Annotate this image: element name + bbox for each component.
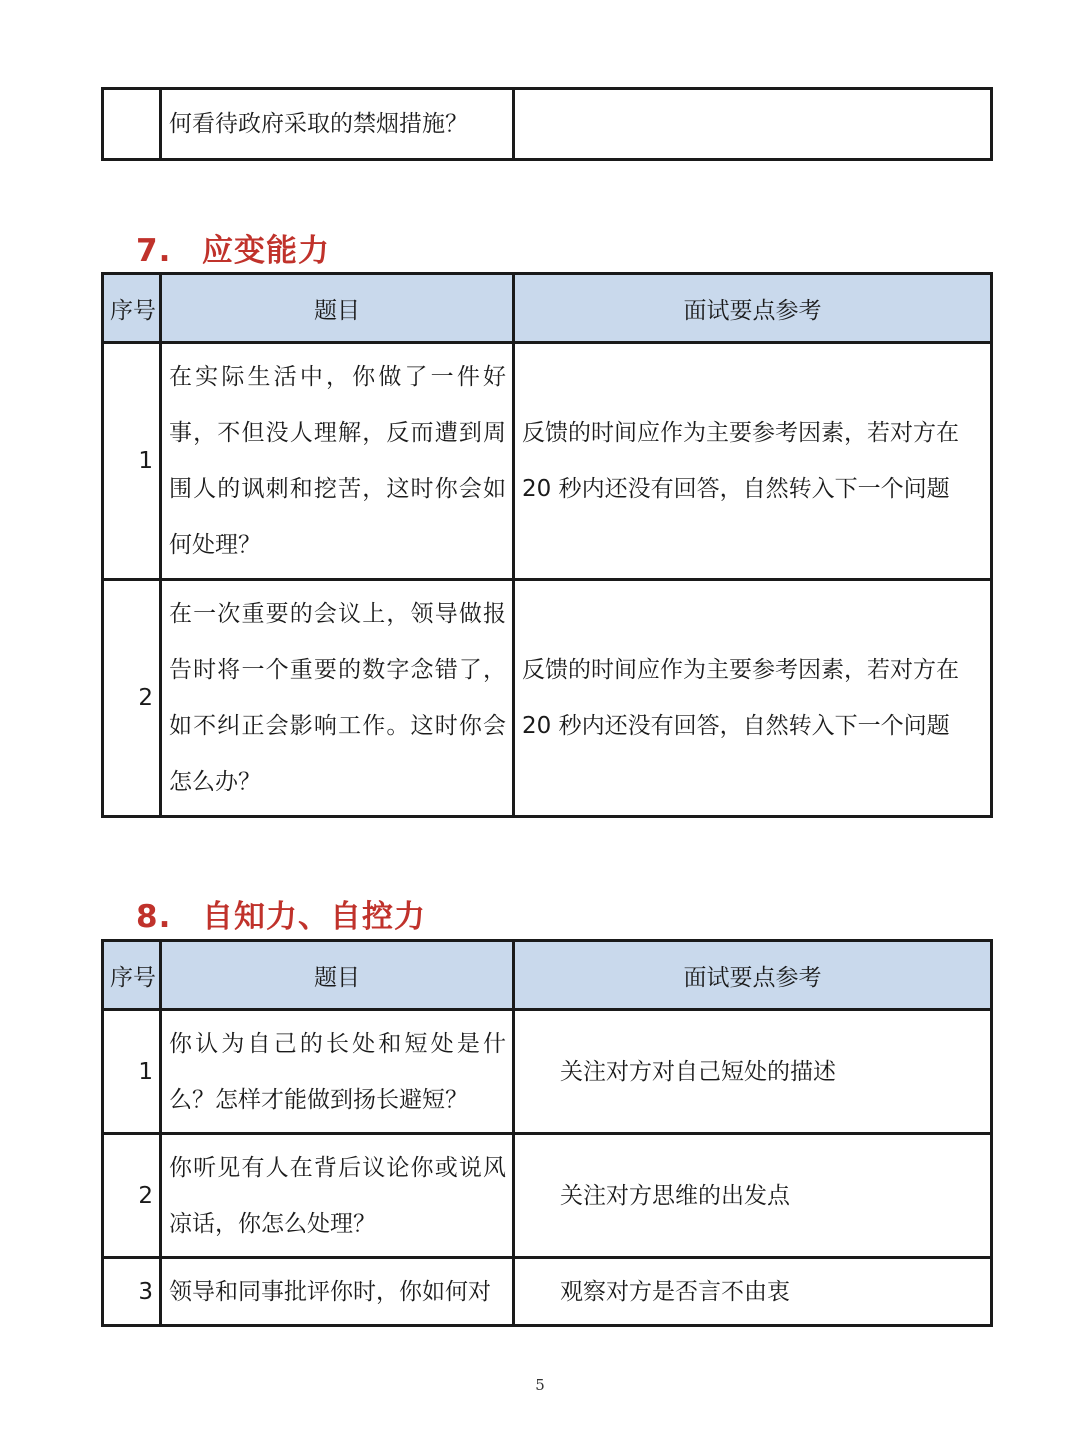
section-7-table <box>101 272 993 818</box>
header-num: 序号 <box>103 274 161 343</box>
header-num: 序号 <box>103 941 161 1010</box>
section-8-number: 8. <box>136 899 172 935</box>
row-number: 1 <box>103 343 161 580</box>
header-question: 题目 <box>161 941 514 1010</box>
question-cell: 在实际生活中，你做了一件好事，不但没人理解，反而遭到周围人的讽刺和挖苦，这时你会如何处理？ <box>161 343 514 580</box>
table-row <box>103 580 992 817</box>
row-number: 2 <box>103 580 161 817</box>
row-number <box>103 89 161 160</box>
section-8-title: 自知力、自控力 <box>202 899 426 935</box>
section-8-table <box>101 939 993 1327</box>
question-cell: 领导和同事批评你时，你如何对 <box>161 1258 514 1326</box>
header-answer: 面试要点参考 <box>514 274 992 343</box>
table-row <box>103 1134 992 1258</box>
question-cell: 在一次重要的会议上，领导做报告时将一个重要的数字念错了，如不纠正会影响工作。这时你会怎么办？ <box>161 580 514 817</box>
question-cell: 何看待政府采取的禁烟措施？ <box>161 89 514 160</box>
section-7-title: 应变能力 <box>202 233 330 269</box>
top-table <box>101 87 993 161</box>
answer-cell: 观察对方是否言不由衷 <box>514 1258 992 1326</box>
answer-cell: 反馈的时间应作为主要参考因素，若对方在 20 秒内还没有回答，自然转入下一个问题 <box>514 343 992 580</box>
section-7-number: 7. <box>136 233 172 269</box>
header-row <box>103 941 992 1010</box>
row-number: 3 <box>103 1258 161 1326</box>
question-cell: 你听见有人在背后议论你或说风凉话，你怎么处理？ <box>161 1134 514 1258</box>
row-number: 2 <box>103 1134 161 1258</box>
section-8-heading <box>136 891 426 936</box>
header-answer: 面试要点参考 <box>514 941 992 1010</box>
table-row <box>103 89 992 160</box>
section-7-heading <box>136 225 330 270</box>
answer-cell: 关注对方思维的出发点 <box>514 1134 992 1258</box>
answer-cell: 反馈的时间应作为主要参考因素，若对方在 20 秒内还没有回答，自然转入下一个问题 <box>514 580 992 817</box>
page-number: 5 <box>535 1376 545 1394</box>
table-row <box>103 1258 992 1326</box>
row-number: 1 <box>103 1010 161 1134</box>
header-row <box>103 274 992 343</box>
answer-cell <box>514 89 992 160</box>
question-cell: 你认为自己的长处和短处是什么？怎样才能做到扬长避短？ <box>161 1010 514 1134</box>
table-row <box>103 1010 992 1134</box>
table-row <box>103 343 992 580</box>
header-question: 题目 <box>161 274 514 343</box>
answer-cell: 关注对方对自己短处的描述 <box>514 1010 992 1134</box>
